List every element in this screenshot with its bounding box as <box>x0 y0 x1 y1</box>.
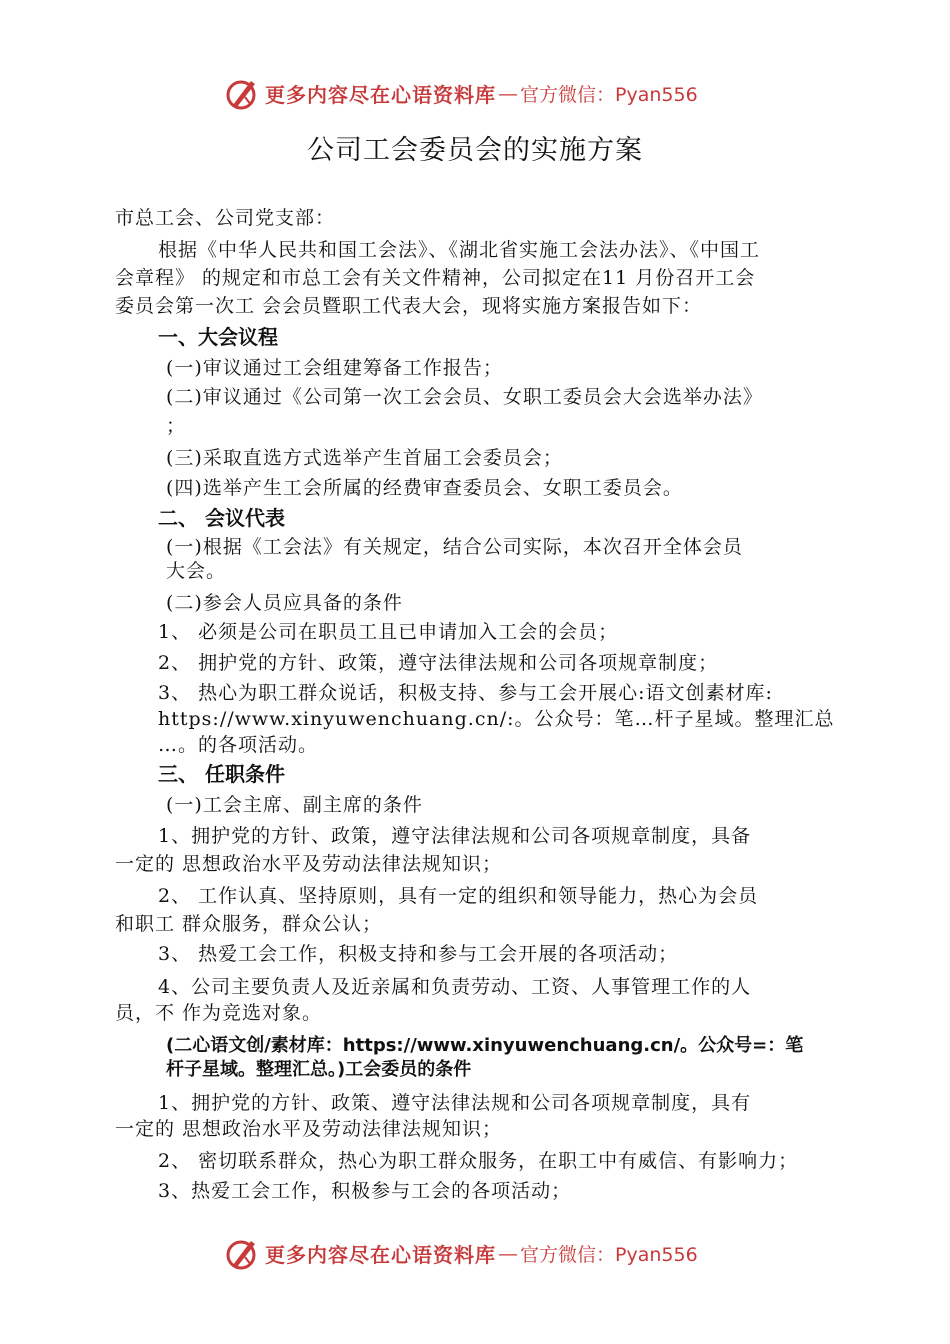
list-item: (二)参会人员应具备的条件 <box>166 592 403 614</box>
page-title: 公司工会委员会的实施方案 <box>307 135 643 166</box>
section-heading: 一、大会议程 <box>158 325 278 349</box>
text-line: 会章程》 的规定和市总工会有关文件精神，公司拟定在11 月份召开工会 <box>115 267 756 289</box>
list-item: 2、 密切联系群众，热心为职工群众服务，在职工中有威信、有影响力； <box>158 1150 799 1172</box>
list-item: 2、 工作认真、坚持原则，具有一定的组织和领导能力，热心为会员 <box>158 885 759 907</box>
quill-logo-icon <box>225 75 261 111</box>
list-item: 1、 必须是公司在职员工且已申请加入工会的会员； <box>158 621 619 643</box>
banner-dash: — <box>498 1241 518 1265</box>
banner-wechat: 官方微信：Pyan556 <box>520 83 698 106</box>
list-item: (四)选举产生工会所属的经费审查委员会、女职工委员会。 <box>166 477 683 499</box>
text-line: 根据《中华人民共和国工会法》、《湖北省实施工会法办法》、《中国工 <box>158 239 761 261</box>
section-heading: 二、 会议代表 <box>158 506 285 530</box>
list-item: (一)审议通过工会组建筹备工作报告； <box>166 357 503 379</box>
text-line: 一定的 思想政治水平及劳动法律法规知识； <box>115 1118 503 1140</box>
list-item: 1、拥护党的方针、政策、遵守法律法规和公司各项规章制度，具有 <box>158 1092 752 1114</box>
list-item: 3、 热心为职工群众说话，积极支持、参与工会开展心:语文创素材库: <box>158 682 773 704</box>
list-item: (二)审议通过《公司第一次工会会员、女职工委员会大会选举办法》 <box>166 386 763 408</box>
list-item: (一)工会主席、副主席的条件 <box>166 794 423 816</box>
text-line: ； <box>166 415 187 437</box>
banner-dash: — <box>498 81 518 105</box>
text-line: https://www.xinyuwenchuang.cn/:。公众号：笔…杆子星域。整理汇总 <box>158 708 835 730</box>
text-line: 委员会第一次工 会会员暨职工代表大会，现将实施方案报告如下： <box>115 295 703 317</box>
text-line: 杆子星域。整理汇总。)工会委员的条件 <box>166 1059 472 1080</box>
banner-text: 更多内容尽在心语资料库 <box>265 82 496 107</box>
salutation: 市总工会、公司党支部： <box>115 207 336 229</box>
footer-banner <box>225 1234 725 1272</box>
list-item: 3、 热爱工会工作，积极支持和参与工会开展的各项活动； <box>158 943 679 965</box>
list-item: (三)采取直选方式选举产生首届工会委员会； <box>166 447 563 469</box>
text-line: …。的各项活动。 <box>158 734 319 756</box>
header-banner <box>225 74 725 112</box>
list-item: 2、 拥护党的方针、政策，遵守法律法规和公司各项规章制度； <box>158 652 719 674</box>
banner-text: 更多内容尽在心语资料库 <box>265 1242 496 1267</box>
list-item: (一)根据《工会法》有关规定，结合公司实际，本次召开全体会员 <box>166 536 743 558</box>
list-item: 3、热爱工会工作，积极参与工会的各项活动； <box>158 1180 572 1202</box>
text-line: 一定的 思想政治水平及劳动法律法规知识； <box>115 853 503 875</box>
section-heading: 三、 任职条件 <box>158 762 285 786</box>
text-line: 和职工 群众服务，群众公认； <box>115 913 383 935</box>
text-line: 员，不 作为竞选对象。 <box>115 1002 323 1024</box>
list-item: 1、拥护党的方针、政策，遵守法律法规和公司各项规章制度，具备 <box>158 825 752 847</box>
list-item: 4、公司主要负责人及近亲属和负责劳动、工资、人事管理工作的人 <box>158 976 752 998</box>
quill-logo-icon <box>225 1235 261 1271</box>
banner-wechat: 官方微信：Pyan556 <box>520 1243 698 1266</box>
list-item: (二心语文创/素材库：https://www.xinyuwenchuang.cn/。公众号=：笔 <box>166 1035 804 1056</box>
text-line: 大会。 <box>166 560 227 582</box>
